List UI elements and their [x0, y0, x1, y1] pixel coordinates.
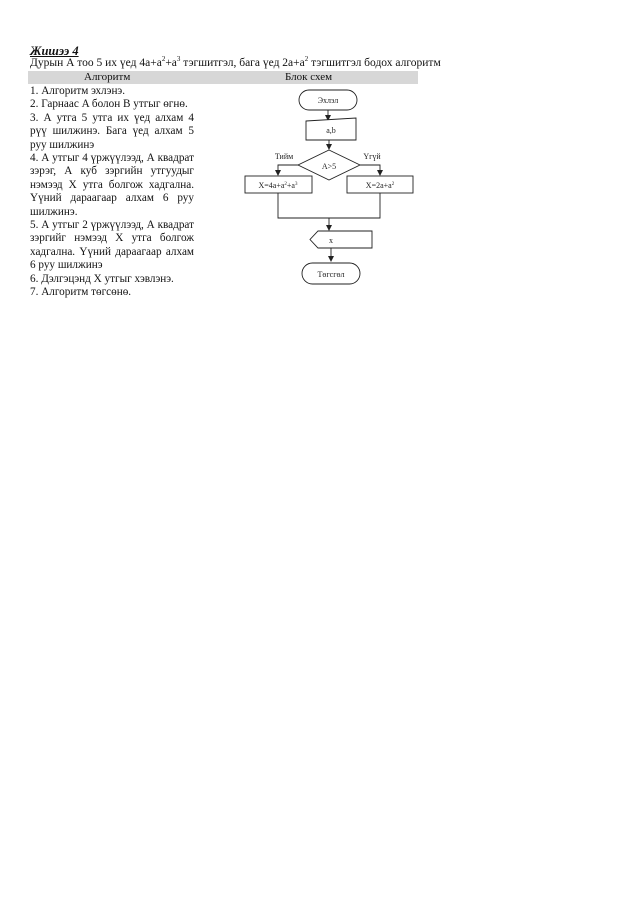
input-label: a,b — [326, 126, 336, 135]
step-1: 1. Алгоритм эхлэнэ. — [30, 85, 126, 97]
output-block — [310, 231, 372, 248]
algorithm-steps — [30, 85, 194, 300]
condition-label: A>5 — [321, 162, 337, 171]
block-scheme-header: Блок схем — [285, 71, 333, 83]
arrow-yes — [278, 165, 298, 175]
problem-statement: Дурын А тоо 5 их үед $4a+a^2+a^3$ тэгшитгэл, бага үед $2a+a^2$ тэгшитгэл бодох алгоритм — [30, 55, 441, 69]
yes-process-label: $X=4a+a^2+a^3$ — [258, 181, 298, 190]
table-header — [28, 71, 418, 84]
end-label: Төгсгөл — [317, 270, 345, 279]
flowchart — [240, 85, 420, 295]
step-3: 3. А утга 5 утга их үед алхам 4 рүү шилжинэ. Бага үед алхам 5 руу шилжинэ — [30, 111, 194, 151]
start-label: Эхлэл — [317, 96, 339, 105]
step-6: 6. Дэлгэцэнд X утгыг хэвлэнэ. — [30, 272, 174, 285]
example-title: Жишээ 4 — [30, 44, 79, 58]
algorithm-header: Алгоритм — [84, 71, 131, 83]
step-4: 4. А утгыг 4 үржүүлээд, А квадрат зэрэг, А куб зэргийн утгуудыг нэмээд X утга болгож хадгална. Үүний дараагаар алхам 6 руу шилжинэ. — [30, 152, 194, 218]
yes-label: Тийм — [274, 152, 294, 161]
merge-line — [278, 193, 380, 218]
arrow-no — [360, 165, 380, 175]
step-5: 5. А утгыг 2 үржүүлээд, А квадрат зэргийг нэмээд X утга болгож хадгална. Үүний дараагаар алхам 6 руу шилжинэ — [30, 219, 194, 272]
no-process-label: $X=2a+a^2$ — [365, 181, 395, 190]
output-label: x — [329, 236, 333, 245]
step-7: 7. Алгоритм төгсөнө. — [30, 286, 132, 299]
no-label: Үгүй — [363, 152, 381, 161]
step-2: 2. Гарнаас A болон B утгыг өгнө. — [30, 98, 188, 111]
